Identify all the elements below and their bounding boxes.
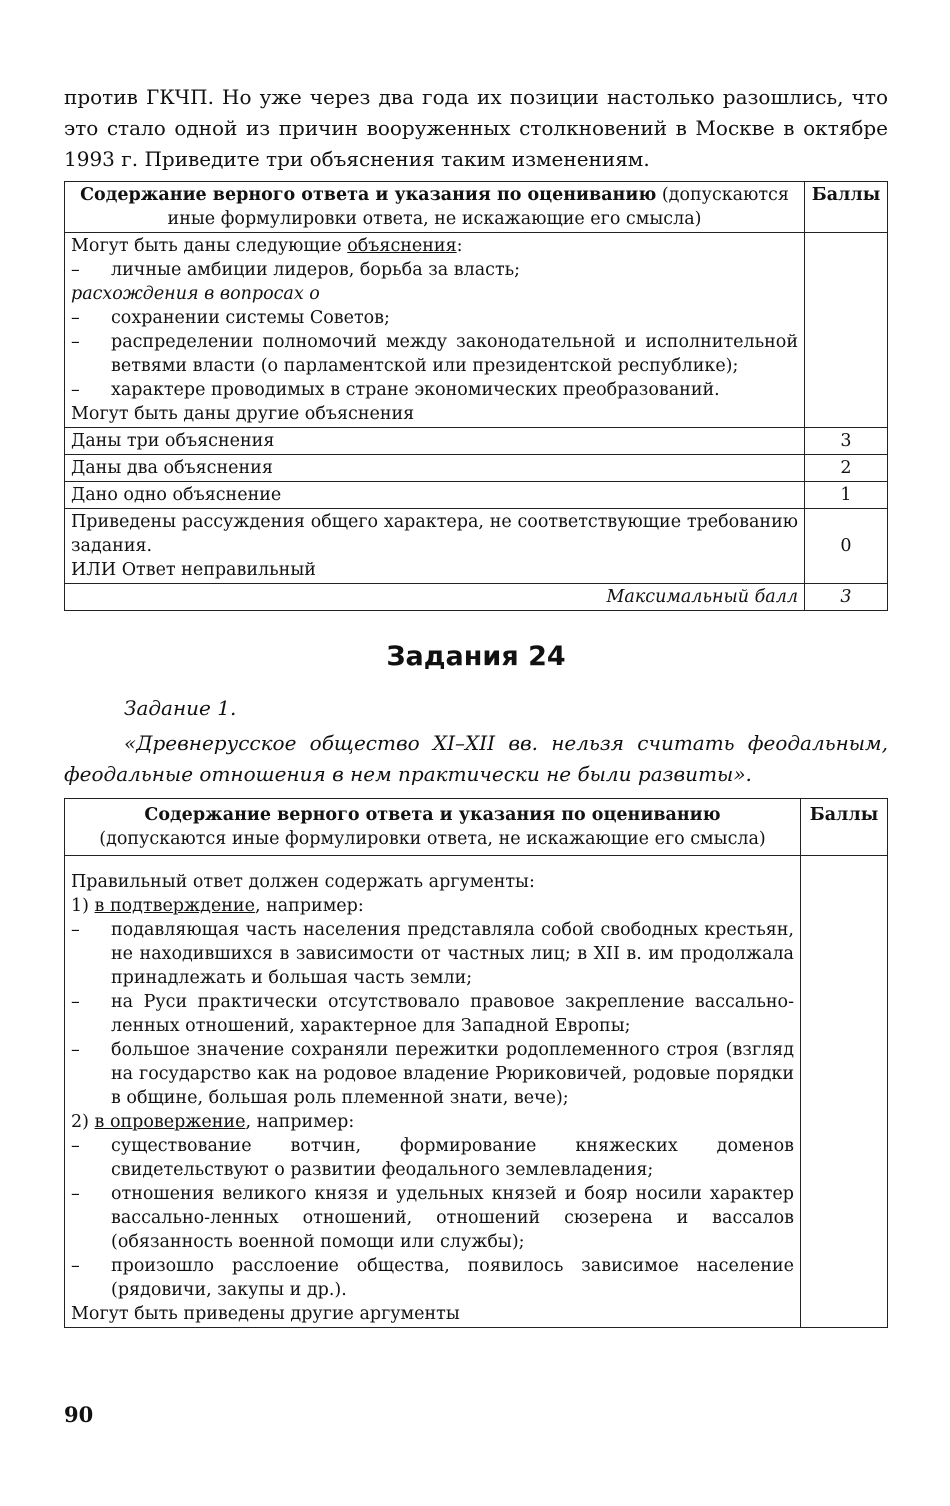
max-score-label: Максимальный балл xyxy=(65,584,805,611)
criteria-header-bold: Содержание верного ответа и указания по оцениванию xyxy=(80,185,657,205)
scoring-table-1 xyxy=(64,181,888,611)
list-item-text: распределении полномочий между законодательной и исполнительной ветвями власти (о парламентской или президентской республике); xyxy=(111,332,798,376)
points-header: Баллы xyxy=(805,182,888,233)
list-item: – отношения великого князя и удельных князей и бояр носили характер вассально-ленных отношений, отношений сюзерена и вассалов (обязанность военной помощи или службы); xyxy=(71,1184,794,1252)
part2-heading xyxy=(71,1110,794,1134)
list-item-text: личные амбиции лидеров, борьба за власть; xyxy=(111,260,521,280)
part2-suffix: , например: xyxy=(245,1112,355,1132)
points-header: Баллы xyxy=(801,799,888,856)
part2-underlined: в опровержение xyxy=(94,1112,246,1132)
part1-num: 1) xyxy=(71,896,95,916)
list-item: – произошло расслоение общества, появилось зависимое население (рядовичи, закупы и др.). xyxy=(71,1256,794,1300)
score-label: Дано одно объяснение xyxy=(65,482,805,509)
scoring-table-2 xyxy=(64,798,888,1328)
table-header-row xyxy=(65,799,888,856)
content-row xyxy=(65,233,888,428)
score-points: 2 xyxy=(805,455,888,482)
content-points-cell xyxy=(805,233,888,428)
content-points-cell xyxy=(801,856,888,1328)
content-intro: Правильный ответ должен содержать аргументы: xyxy=(71,872,535,892)
list-item-text: существование вотчин, формирование княжеских доменов свидетельствуют о развитии феодального землевладения; xyxy=(111,1136,794,1180)
score-label: Даны два объяснения xyxy=(65,455,805,482)
list-item-text: отношения великого князя и удельных князей и бояр носили характер вассально-ленных отношений, отношений сюзерена и вассалов (обязанность военной помощи или службы); xyxy=(111,1184,794,1252)
content-outro: Могут быть даны другие объяснения xyxy=(71,404,415,424)
content-intro-suffix: : xyxy=(456,236,463,256)
max-score-points: 3 xyxy=(805,584,888,611)
score-row-zero xyxy=(65,509,888,584)
content-intro xyxy=(71,234,798,258)
part1-heading xyxy=(71,894,794,918)
criteria-header-note: (допускаются иные формулировки ответа, не искажающие его смысла) xyxy=(167,185,789,229)
score-row xyxy=(65,482,888,509)
list-item-text: произошло расслоение общества, появилось зависимое население (рядовичи, закупы и др.). xyxy=(111,1256,794,1300)
part2-num: 2) xyxy=(71,1112,95,1132)
content-cell xyxy=(65,856,801,1328)
score-label-zero xyxy=(65,509,805,584)
content-outro: Могут быть приведены другие аргументы xyxy=(71,1304,460,1324)
list-item: – существование вотчин, формирование княжеских доменов свидетельствуют о развитии феодального землевладения; xyxy=(71,1136,794,1180)
list-item-text: подавляющая часть населения представляла собой свободных крестьян, не находившихся в зависимости от частных лиц; в XII в. им продолжала принадлежать и большая часть земли; xyxy=(111,920,794,988)
list-item: – личные амбиции лидеров, борьба за власть; xyxy=(71,258,798,282)
list-item: – характере проводимых в стране экономических преобразований. xyxy=(71,378,798,402)
score-label: Даны три объяснения xyxy=(65,428,805,455)
criteria-header xyxy=(65,182,805,233)
score-zero-line1: Приведены рассуждения общего характера, не соответствующие требованию задания. xyxy=(71,512,798,556)
score-points: 3 xyxy=(805,428,888,455)
list-item-text: на Руси практически отсутствовало правовое закрепление вассально-ленных отношений, характерное для Западной Европы; xyxy=(111,992,794,1036)
content-intro-prefix: Могут быть даны следующие xyxy=(71,236,348,256)
score-zero-line2: ИЛИ Ответ неправильный xyxy=(71,560,316,580)
criteria-header-note: (допускаются иные формулировки ответа, не искажающие его смысла) xyxy=(99,829,766,849)
content-row xyxy=(65,856,888,1328)
list-item: – сохранении системы Советов; xyxy=(71,306,798,330)
score-row xyxy=(65,428,888,455)
list-item-text: большое значение сохраняли пережитки родоплеменного строя (взгляд на государство как на родовое владение Рюриковичей, родовые порядки в общине, большая роль племенной знати, вече); xyxy=(111,1040,794,1108)
part1-suffix: , например: xyxy=(254,896,364,916)
part1-underlined: в подтверждение xyxy=(94,896,255,916)
score-points: 1 xyxy=(805,482,888,509)
page-number: 90 xyxy=(64,1402,94,1427)
list-item: – распределении полномочий между законодательной и исполнительной ветвями власти (о парламентской или президентской республике); xyxy=(71,332,798,376)
list-item: – большое значение сохраняли пережитки родоплеменного строя (взгляд на государство как на родовое владение Рюриковичей, родовые порядки в общине, большая роль племенной знати, вече); xyxy=(71,1040,794,1108)
content-intro-underlined: объяснения xyxy=(347,236,457,256)
content-cell xyxy=(65,233,805,428)
section-title: Задания 24 xyxy=(386,641,566,672)
list-item-text: характере проводимых в стране экономических преобразований. xyxy=(111,380,720,400)
list-item-text: сохранении системы Советов; xyxy=(111,308,390,328)
task-label: Задание 1. xyxy=(124,696,237,720)
list-item: – на Руси практически отсутствовало правовое закрепление вассально-ленных отношений, характерное для Западной Европы; xyxy=(71,992,794,1036)
page xyxy=(64,82,888,1328)
score-points-zero: 0 xyxy=(805,509,888,584)
list-item: – подавляющая часть населения представляла собой свободных крестьян, не находившихся в зависимости от частных лиц; в XII в. им продолжала принадлежать и большая часть земли; xyxy=(71,920,794,988)
table-header-row xyxy=(65,182,888,233)
subheading: расхождения в вопросах о xyxy=(71,284,320,304)
max-score-row xyxy=(65,584,888,611)
intro-paragraph: против ГКЧП. Но уже через два года их позиции настолько разошлись, что это стало одной из причин вооруженных столкновений в Москве в октябре 1993 г. Приведите три объяснения таким изменениям. xyxy=(64,85,888,171)
task-quote: «Древнерусское общество XI–XII вв. нельзя считать феодальным, феодальные отношения в нем практически не были развиты». xyxy=(64,731,888,786)
score-row xyxy=(65,455,888,482)
criteria-header xyxy=(65,799,801,856)
criteria-header-bold: Содержание верного ответа и указания по оцениванию xyxy=(144,805,721,825)
